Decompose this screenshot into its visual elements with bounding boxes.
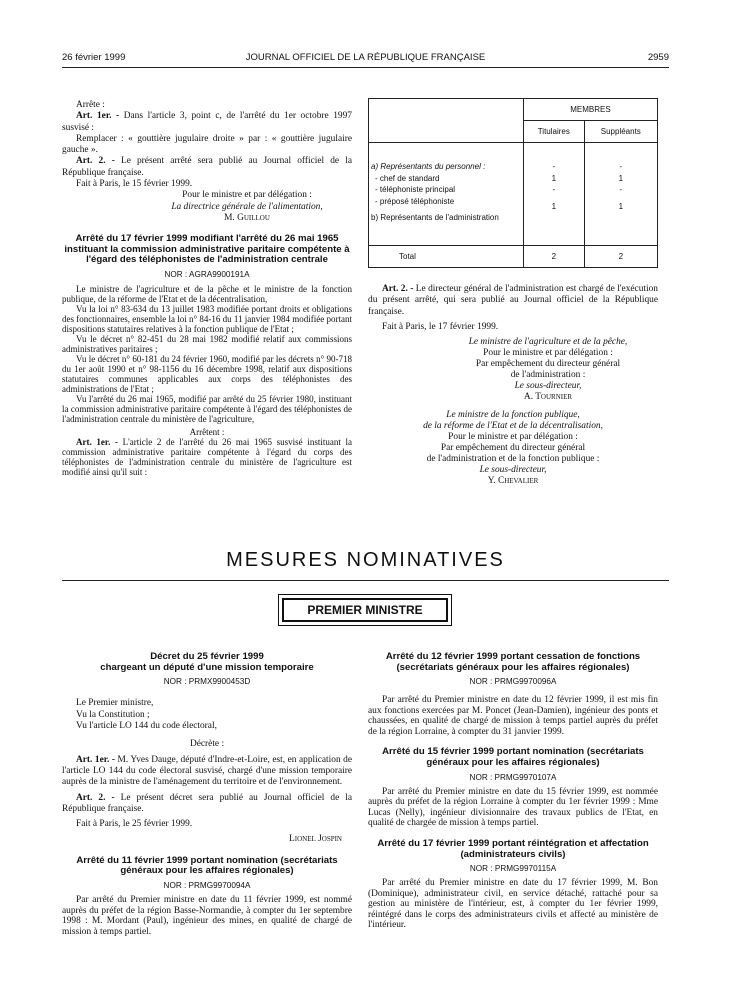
arrete-title: Arrêté du 17 février 1999 portant réintégration et affectation (administrateurs civils) (377, 837, 649, 860)
signature-title: Le sous-directeur, (479, 465, 547, 476)
signature-name: M. Guillou (224, 212, 270, 223)
article-text: Le présent arrêté sera publié au Journal officiel de la République française. (62, 156, 352, 178)
left-column-top (62, 100, 352, 477)
nor-reference: NOR : PRMG9970096A (469, 677, 557, 687)
paragraph: Par arrêté du Premier ministre en date du 12 février 1999, il est mis fin aux fonctions exercées par M. Poncet (Jean-Damien), ingénieur des ponts et chaussées, en qualité de chargé de mission à temps partiel auprès du préfet de la région Lorraine, à compter du 31 janvier 1999. (368, 695, 658, 737)
nor-reference: NOR : AGRA9900191A (164, 270, 250, 280)
article-text: L'article 2 de l'arrêté du 26 mai 1965 susvisé instituant la commission administrative paritaire compétente à l'égard du corps des téléphonistes de l'administration centrale du ministère de l'agriculture est modifié ainsi qu'il suit : (62, 437, 352, 478)
signature-title: de la réforme de l'Etat et de la décentralisation, (423, 421, 603, 432)
decrete-label: Décrète : (189, 739, 225, 750)
table-cell: 1 (551, 201, 557, 211)
nor-reference: NOR : PRMX9900453D (163, 677, 251, 687)
article-text: Le présent décret sera publié au Journal officiel de la République française. (62, 792, 353, 814)
table-cell: - (552, 185, 556, 194)
signature-line: Pour le ministre et par délégation : (448, 432, 578, 443)
date-line: Fait à Paris, le 25 février 1999. (76, 819, 193, 830)
article-text: M. Yves Dauge, député d'Indre-et-Loire, est, en application de l'article LO 144 du code électoral susvisé, chargé d'une mission temporaire auprès de la ministre de l'aménagement du territoire et de l'environnement. (62, 754, 352, 788)
table-header-titulaires: Titulaires (524, 121, 585, 143)
paragraph: Par arrêté du Premier ministre en date du 11 février 1999, est nommé auprès du préfet de la région Basse-Normandie, à compter du 1er septembre 1998 : M. Mordant (Paul), ingénieur des mines, en qualité de chargé de mission à temps partiel. (62, 895, 352, 937)
right-column-top (368, 284, 658, 487)
arrete-title: Arrêté du 12 février 1999 portant cessation de fonctions (secrétariats généraux pour les affaires régionales) (385, 651, 641, 673)
paragraph: Par arrêté du Premier ministre en date du 15 février 1999, est nommée auprès du préfet de la région Lorraine à compter du 1er février 1999 : Mme Lucas (Nelly), ingénieur divisionnaire des travaux publics de l'Etat, en qualité de chargée de mission à temps partiel. (368, 786, 658, 829)
signature-line: de l'administration : (510, 370, 586, 381)
paragraph: Le ministre de l'agriculture et de la pêche et le ministre de la fonction publique, de la réforme de l'Etat et de la décentralisation, (62, 284, 352, 305)
date-line: Fait à Paris, le 15 février 1999. (76, 179, 193, 190)
table-cell: - (619, 162, 623, 171)
table-cell: - (619, 185, 623, 194)
paragraph: Vu la Constitution ; (76, 709, 150, 720)
date-line: Fait à Paris, le 17 février 1999. (382, 321, 499, 332)
article-label: Art. 2. - (76, 156, 115, 167)
table-row-label: - préposé téléphoniste (375, 196, 455, 206)
table-header-membres: MEMBRES (524, 99, 658, 121)
arrete-title: Arrêté du 17 février 1999 modifiant l'arrêté du 26 mai 1965 instituant la commission administrative paritaire compétente à l'égard des téléphonistes de l'administration centrale (64, 233, 350, 266)
article-label: Art. 1er. - (76, 754, 116, 765)
signature-line: de l'administration et de la fonction publique : (426, 454, 600, 465)
table-row-label: - téléphoniste principal (375, 185, 456, 194)
paragraph: Vu la loi n° 83-634 du 13 juillet 1983 modifiée portant droits et obligations des fonctionnaires, ensemble la loi n° 84-16 du 11 janvier 1984 modifiée portant dispositions statutaires relatives à la fonction publique de l'Etat ; (62, 304, 352, 335)
decret-title: Décret du 25 février 1999 (150, 651, 264, 662)
table-row-label: b) Représentants de l'administration (371, 213, 499, 222)
table-row-label: - chef de standard (375, 173, 440, 183)
signature-line: Par empêchement du directeur général (440, 443, 586, 454)
header-date: 26 février 1999 (62, 52, 126, 63)
arrete-title: Arrêté du 15 février 1999 portant nomination (secrétariats généraux pour les affaires régionales) (382, 746, 644, 769)
ministry-heading: PREMIER MINISTRE (282, 598, 448, 622)
decret-subtitle: chargeant un député d'une mission temporaire (100, 661, 314, 673)
article-label: Art. 1er. - (76, 437, 118, 448)
article-text: Dans l'article 3, point c, de l'arrêté du 1er octobre 1997 susvisé : (62, 111, 352, 133)
paragraph: Vu le décret n° 82-451 du 28 mai 1982 modifié relatif aux commissions administratives paritaires ; (62, 334, 352, 355)
signature-title: Le sous-directeur, (514, 381, 582, 392)
right-column-bottom (368, 652, 658, 931)
table-cell: 1 (618, 201, 624, 211)
table-cell: - (552, 162, 556, 171)
nor-reference: NOR : PRMG9970094A (163, 880, 251, 890)
table-total-titulaires: 2 (524, 246, 585, 268)
article-label: Art. 2. - (76, 792, 115, 803)
header-rule (62, 67, 669, 68)
paragraph: Vu l'arrêté du 26 mai 1965, modifié par arrêté du 25 février 1980, instituant la commission administrative paritaire compétente à l'égard des téléphonistes de l'administration centrale du ministère de l'agriculture, (62, 394, 352, 425)
signature-title: Le ministre de l'agriculture et de la pêche, (468, 337, 628, 348)
header-page-number: 2959 (647, 52, 669, 63)
article-label: Art. 2. - (382, 284, 414, 294)
signature-title: La directrice générale de l'alimentation, (171, 201, 323, 212)
article-label: Art. 1er. - (76, 111, 120, 122)
left-column-bottom (62, 652, 352, 937)
table-total-suppleants: 2 (584, 246, 657, 268)
signature-line: Pour le ministre et par délégation : (483, 348, 613, 359)
arrete-label: Arrête : (76, 100, 105, 110)
paragraph: Par arrêté du Premier ministre en date du 17 février 1999, M. Bon (Dominique), administrateur civil, en service détaché, rattaché pour sa gestion au ministère de l'intérieur, est, à compter du 1er février 1999, réintégré dans le corps des administrateurs civils et affecté au ministère de l'intérieur. (368, 878, 658, 931)
table-cell: 1 (618, 173, 624, 183)
table-row-label: a) Représentants du personnel : (371, 162, 486, 171)
table-header-suppleants: Suppléants (584, 121, 657, 143)
table-total-label: Total (369, 246, 524, 268)
header-journal-title: JOURNAL OFFICIEL DE LA RÉPUBLIQUE FRANÇAISE (245, 52, 486, 63)
table-cell: 1 (551, 173, 557, 183)
arretent-label: Arrêtent : (189, 427, 225, 438)
nor-reference: NOR : PRMG9970115A (469, 864, 557, 874)
nor-reference: NOR : PRMG9970107A (469, 772, 557, 782)
signature-title: Le ministre de la fonction publique, (446, 410, 580, 421)
signature-name: Lionel Jospin (289, 834, 342, 845)
arrete-title: Arrêté du 11 février 1999 portant nomination (secrétariats généraux pour les affaires régionales) (76, 854, 338, 877)
article-text: Le directeur général de l'administration est chargé de l'exécution du présent arrêté, qui sera publié au Journal officiel de la République française. (368, 284, 658, 317)
section-heading: MESURES NOMINATIVES (226, 549, 505, 571)
signature-name: Y. Chevalier (487, 476, 539, 487)
signature-name: A. Tournier (523, 392, 573, 403)
members-table (368, 98, 658, 268)
signature-line: Par empêchement du directeur général (475, 359, 621, 370)
paragraph: Remplacer : « gouttière jugulaire droite » par : « gouttière jugulaire gauche ». (62, 133, 352, 156)
paragraph: Vu l'article LO 144 du code électoral, (76, 721, 217, 732)
paragraph: Le Premier ministre, (76, 698, 154, 709)
section-rule (62, 580, 669, 581)
paragraph: Vu le décret n° 60-181 du 24 février 1960, modifié par les décrets n° 90-718 du 1er août 1990 et n° 98-1156 du 16 décembre 1998, relatif aux dispositions statutaires communes applicables aux corps des téléphonistes des administrations de l'Etat ; (62, 354, 352, 395)
signature-line: Pour le ministre et par délégation : (182, 190, 312, 201)
